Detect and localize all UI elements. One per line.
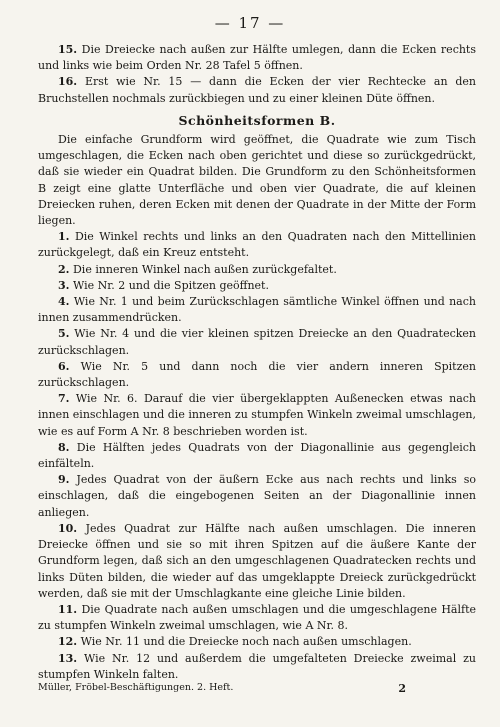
- instruction-item: [38, 472, 476, 521]
- instruction-item: [38, 294, 476, 326]
- item-number: 11.: [58, 602, 78, 616]
- item-number: 4.: [58, 295, 70, 309]
- item-number: 10.: [58, 521, 78, 535]
- item-number: 16.: [58, 75, 78, 89]
- item-number: 8.: [58, 440, 70, 454]
- item-text: Die inneren Winkel nach außen zurückgefaltet.: [72, 262, 337, 276]
- instruction-item: [38, 359, 476, 391]
- instruction-item: [38, 42, 476, 74]
- instruction-item: [38, 602, 476, 634]
- item-text: Wie Nr. 5 und dann noch die vier andern inneren Spitzen zurückschlagen.: [38, 359, 476, 390]
- item-text: Erst wie Nr. 15 — dann die Ecken der vier Rechtecke an den Bruchstellen nochmals zurückbiegen und zu einer kleinen Düte öffnen.: [38, 75, 476, 105]
- instruction-item: [38, 74, 476, 106]
- item-text: Jedes Quadrat von der äußern Ecke aus nach rechts und links so einschlagen, daß die eingebogenen Seiten an der Diagonallinie innen anliegen.: [38, 473, 476, 519]
- item-text: Die Dreiecke nach außen zur Hälfte umlegen, dann die Ecken rechts und links wie beim Orden Nr. 28 Tafel 5 öffnen.: [38, 43, 477, 73]
- item-number: 9.: [58, 473, 70, 487]
- section-title: Schönheitsformen B.: [178, 112, 336, 128]
- item-text: Die Winkel rechts und links an den Quadraten nach den Mittellinien zurückgelegt, daß ein Kreuz entsteht.: [38, 230, 476, 260]
- footer-citation: Müller, Fröbel-Beschäftigungen. 2. Heft.: [38, 682, 234, 693]
- instruction-item: [38, 262, 476, 278]
- instruction-item: [38, 521, 476, 602]
- item-number: 6.: [58, 359, 70, 373]
- instruction-item: [38, 391, 476, 440]
- instruction-item: [38, 651, 476, 683]
- item-number: 13.: [58, 651, 78, 665]
- item-text: Jedes Quadrat zur Hälfte nach außen umschlagen. Die inneren Dreiecke öffnen und sie so mit ihren Spitzen auf die äußere Kante der Grundform legen, daß sich an den umgeschlagenen Quadratecken rechts und links Düten bilden, die wieder auf das umgeklappte Dreieck zurückgedrückt werden, daß sie mit der Umschlagkante eine gleiche Linie bilden.: [38, 521, 476, 600]
- item-text: Wie Nr. 11 und die Dreiecke noch nach außen umschlagen.: [80, 635, 412, 649]
- item-number: 5.: [58, 327, 70, 341]
- item-text: Die Hälften jedes Quadrats von der Diagonallinie aus gegengleich einfälteln.: [38, 440, 477, 471]
- item-text: Wie Nr. 12 und außerdem die umgefalteten Dreiecke zweimal zu stumpfen Winkeln falten.: [38, 651, 476, 681]
- item-text: Wie Nr. 6. Darauf die vier übergeklappten Außenecken etwas nach innen einschlagen und die inneren zu stumpfen Winkeln zweimal umschlagen, wie es auf Form A Nr. 8 beschrieben worden ist.: [38, 392, 476, 438]
- instruction-item: [38, 229, 476, 261]
- item-text: Wie Nr. 4 und die vier kleinen spitzen Dreiecke an den Quadratecken zurückschlagen.: [38, 327, 477, 357]
- page-number: — 17 —: [214, 14, 286, 32]
- item-number: 3.: [58, 278, 70, 292]
- item-text: Wie Nr. 2 und die Spitzen geöffnet.: [72, 278, 269, 292]
- page-body: [38, 42, 476, 683]
- item-text: Wie Nr. 1 und beim Zurückschlagen sämtliche Winkel öffnen und nach innen zusammendrücken.: [38, 295, 476, 325]
- section-intro: Die einfache Grundform wird geöffnet, die Quadrate wie zum Tisch umgeschlagen, die Ecken nach oben gerichtet und diese so zurückgedrückt, daß sie wieder ein Quadrat bilden. Die Grundform zu den Schönheitsformen B zeigt eine glatte Unterfläche und oben vier Quadrate, die auf kleinen Dreiecken ruhen, deren Ecken mit denen der Quadrate in der Mitte der Form liegen.: [38, 133, 476, 228]
- item-number: 2.: [58, 262, 70, 276]
- page-footer: [38, 682, 476, 695]
- item-number: 12.: [58, 635, 78, 649]
- instruction-item: [38, 634, 476, 650]
- item-number: 1.: [58, 230, 70, 244]
- instruction-item: [38, 440, 476, 472]
- item-text: Die Quadrate nach außen umschlagen und die umgeschlagene Hälfte zu stumpfen Winkeln zweimal umschlagen, wie A Nr. 8.: [38, 602, 476, 633]
- item-number: 7.: [58, 392, 70, 406]
- instruction-item: [38, 326, 476, 358]
- signature-mark: 2: [398, 682, 406, 695]
- instruction-item: [38, 278, 476, 294]
- item-number: 15.: [58, 43, 78, 56]
